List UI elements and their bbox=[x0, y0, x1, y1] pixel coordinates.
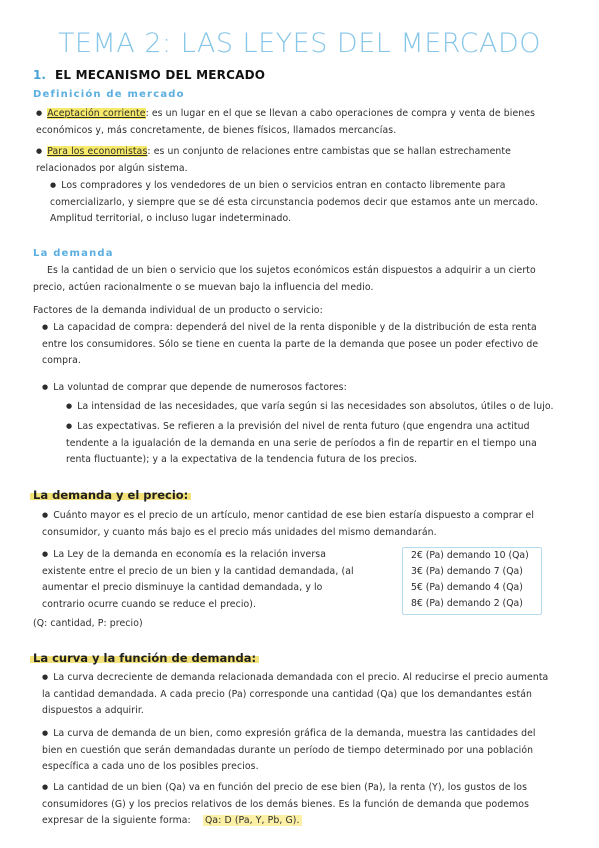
curva-bullet-1 bbox=[42, 669, 587, 720]
bullet-icon: ● bbox=[42, 729, 49, 737]
text-line: consumidor, y cuanto más bajo es el precio más unidades del mismo demandarán. bbox=[42, 526, 437, 538]
text-line: precio, actúen racionalmente o se muevan bajo la influencia del medio. bbox=[33, 281, 374, 293]
text-line: específica a cada uno de los posibles precios. bbox=[42, 761, 259, 772]
curva-bullet-2 bbox=[42, 725, 587, 776]
text-line: Amplitud territorial, o incluso lugar indeterminado. bbox=[50, 213, 292, 224]
table-row: 3€ (Pa) demando 7 (Qa) bbox=[411, 566, 523, 577]
bullet-icon: ● bbox=[50, 181, 57, 189]
factores-intro: Factores de la demanda individual de un producto o servicio: bbox=[33, 305, 323, 316]
text-line: La voluntad de comprar que depende de numerosos factores: bbox=[53, 382, 347, 393]
text-line: consumidores (G) y los precios relativos de los demás bienes. Es la función de demanda que podemos bbox=[42, 798, 530, 810]
def-bullet-2 bbox=[36, 143, 576, 177]
text-line: contrario ocurre cuando se reduce el precio). bbox=[42, 598, 257, 610]
def-bullet-1 bbox=[36, 105, 576, 139]
factor-2 bbox=[42, 379, 347, 397]
text-line: existente entre el precio de un bien y la cantidad demandada, (al bbox=[42, 565, 354, 577]
text-line: expresar de la siguiente forma: bbox=[42, 815, 191, 826]
demanda-paragraph bbox=[33, 263, 578, 296]
page-title: TEMA 2: LAS LEYES DEL MERCADO bbox=[57, 28, 542, 59]
text-line: relacionados por algún sistema. bbox=[36, 162, 188, 174]
demanda-heading: La demanda bbox=[33, 248, 114, 259]
text-line: : es un lugar en el que se llevan a cabo operaciones de compra y venta de bienes bbox=[145, 108, 536, 119]
precio-bullet-2 bbox=[42, 546, 392, 613]
table-row: 8€ (Pa) demando 2 (Qa) bbox=[411, 598, 523, 609]
text-line: compra. bbox=[42, 355, 81, 366]
text-line: Es la cantidad de un bien o servicio que los sujetos económicos están dispuestos a adquirir a un cierto bbox=[47, 265, 536, 276]
text-line: renta fluctuante); y a la expectativa de la tendencia futura de los precios. bbox=[66, 454, 418, 465]
text-line: aumentar el precio disminuye la cantidad demandada, y lo bbox=[42, 582, 323, 593]
bullet-icon: ● bbox=[42, 383, 49, 391]
text-line: La cantidad de un bien (Qa) va en función del precio de ese bien (Pa), la renta (Y), los gustos de los bbox=[53, 782, 528, 793]
text-line: comercializarlo, y siempre que se dé esta circunstancia podemos decir que estamos ante un mercado. bbox=[50, 196, 539, 208]
table-row: 2€ (Pa) demando 10 (Qa) bbox=[411, 550, 529, 561]
bullet-icon: ● bbox=[42, 511, 49, 519]
table-row: 5€ (Pa) demando 4 (Qa) bbox=[411, 582, 523, 593]
variables-note: (Q: cantidad, P: precio) bbox=[33, 618, 143, 629]
factor-1 bbox=[42, 319, 582, 370]
text-line: La curva decreciente de demanda relacionada demandada con el precio. Al reducirse el precio aumenta bbox=[53, 672, 549, 683]
text-line: La intensidad de las necesidades, que varía según si las necesidades son absolutos, útiles o de lujo. bbox=[77, 401, 554, 412]
text-line: La capacidad de compra: dependerá del nivel de la renta disponible y de la distribución de esta renta bbox=[53, 322, 537, 333]
highlight-aceptacion: Aceptación corriente bbox=[47, 108, 146, 119]
text-line: Las expectativas. Se refieren a la previsión del nivel de renta futuro (que engendra una actitud bbox=[77, 421, 530, 432]
precio-heading: La demanda y el precio: bbox=[30, 488, 191, 502]
bullet-icon: ● bbox=[36, 109, 43, 117]
demand-schedule-table bbox=[402, 547, 542, 615]
text-line: Cuánto mayor es el precio de un artículo, menor cantidad de ese bien estaría dispuesto a comprar el bbox=[53, 510, 535, 521]
bullet-icon: ● bbox=[66, 402, 73, 410]
text-line: dispuestos a adquirir. bbox=[42, 705, 144, 716]
text-line: entre los consumidores. Sólo se tiene en cuenta la parte de la demanda que posee un poder efectivo de bbox=[42, 338, 539, 350]
text-line: la cantidad demandada. A cada precio (Pa) corresponde una cantidad (Qa) que los demandantes están bbox=[42, 688, 533, 700]
bullet-icon: ● bbox=[42, 783, 49, 791]
text-line: bien en cuestión que serán demandadas durante un período de tiempo determinado por una población bbox=[42, 744, 534, 756]
factor-2a bbox=[66, 398, 586, 416]
curva-heading: La curva y la función de demanda: bbox=[30, 651, 259, 665]
def-bullet-3 bbox=[50, 177, 580, 228]
section-number: 1. bbox=[33, 68, 46, 82]
curva-bullet-3 bbox=[42, 779, 587, 830]
bullet-icon: ● bbox=[36, 147, 43, 155]
text-line: económicos y, más concretamente, de bienes físicos, llamados mercancías. bbox=[36, 124, 397, 136]
highlight-economistas: Para los economistas bbox=[47, 146, 148, 157]
text-line: La curva de demanda de un bien, como expresión gráfica de la demanda, muestra las cantidades del bbox=[53, 728, 536, 739]
definicion-heading: Definición de mercado bbox=[33, 89, 185, 100]
section-heading: EL MECANISMO DEL MERCADO bbox=[55, 68, 266, 82]
bullet-icon: ● bbox=[66, 422, 73, 430]
bullet-icon: ● bbox=[42, 323, 49, 331]
text-line: tendente a la igualación de la demanda en una serie de períodos a fin de repartir en el tiempo una bbox=[66, 437, 537, 449]
factor-2b bbox=[66, 418, 586, 469]
text-line: La Ley de la demanda en economía es la relación inversa bbox=[53, 549, 326, 560]
text-line: : es un conjunto de relaciones entre cambistas que se hallan estrechamente bbox=[147, 146, 511, 157]
text-line: Los compradores y los vendedores de un bien o servicios entran en contacto libremente para bbox=[61, 180, 506, 191]
bullet-icon: ● bbox=[42, 550, 49, 558]
demand-function-formula: Qa: D (Pa, Y, Pb, G). bbox=[205, 815, 300, 826]
bullet-icon: ● bbox=[42, 673, 49, 681]
precio-bullet-1 bbox=[42, 507, 582, 541]
